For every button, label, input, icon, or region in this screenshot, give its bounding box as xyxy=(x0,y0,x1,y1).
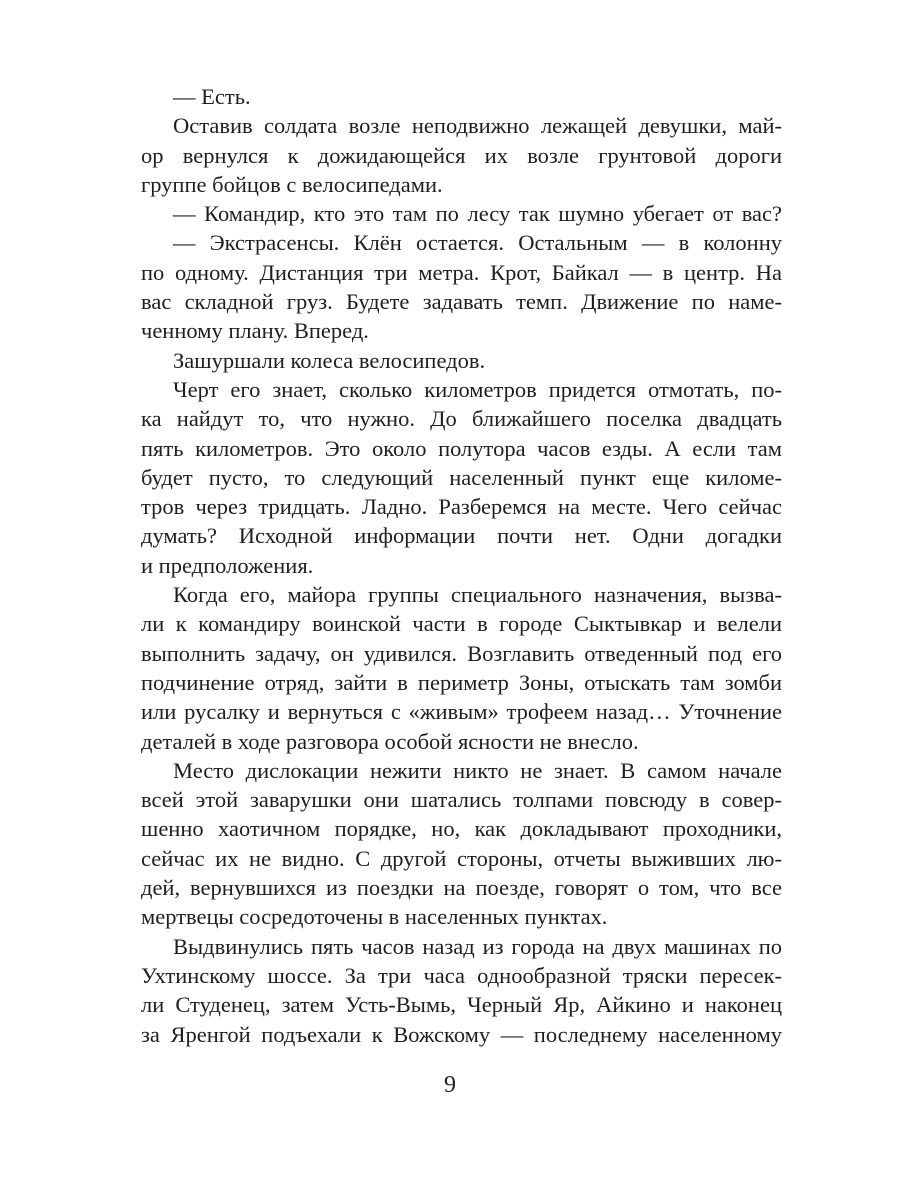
text-line: будет пусто, то следующий населенный пункт еще киломе- xyxy=(141,464,782,490)
text-line: — Командир, кто это там по лесу так шумно убегает от вас? xyxy=(173,201,782,227)
text-line: Когда его, майора группы специального назначения, вызва- xyxy=(173,582,782,608)
text-line: Оставив солдата возле неподвижно лежащей девушки, май- xyxy=(173,113,782,139)
text-line: ченному плану. Вперед. xyxy=(141,318,369,344)
text-line: — Есть. xyxy=(173,84,251,109)
text-line: Выдвинулись пять часов назад из города на двух машинах по xyxy=(173,933,782,959)
text-line: думать? Исходной информации почти нет. Одни догадки xyxy=(141,523,782,549)
text-line: подчинение отряд, зайти в периметр Зоны, отыскать там зомби xyxy=(141,669,782,695)
text-line: выполнить задачу, он удивился. Возглавить отведенный под его xyxy=(141,640,782,666)
text-line: и предположения. xyxy=(141,552,314,578)
text-line: за Яренгой подъехали к Вожскому — последнему населенному xyxy=(141,1021,782,1047)
text-line: ка найдут то, что нужно. До ближайшего поселка двадцать xyxy=(141,406,782,432)
text-line: или русалку и вернуться с «живым» трофеем назад… Уточнение xyxy=(141,699,782,725)
text-line: Ухтинскому шоссе. За три часа однообразной тряски пересек- xyxy=(141,962,782,988)
text-line: по одному. Дистанция три метра. Крот, Байкал — в центр. На xyxy=(141,259,782,285)
text-line: Зашуршали колеса велосипедов. xyxy=(173,347,486,373)
text-line: ли к командиру воинской части в городе Сыктывкар и велели xyxy=(141,611,782,637)
text-line: пять километров. Это около полутора часов езды. А если там xyxy=(141,435,782,461)
text-line: ор вернулся к дожидающейся их возле грунтовой дороги xyxy=(141,142,782,168)
text-line: тров через тридцать. Ладно. Разберемся на месте. Чего сейчас xyxy=(141,494,782,520)
text-line: всей этой заварушки они шатались толпами повсюду в совер- xyxy=(141,787,782,813)
text-line: — Экстрасенсы. Клён остается. Остальным — в колонну xyxy=(173,230,782,256)
text-line: деталей в ходе разговора особой ясности не внесло. xyxy=(141,728,639,754)
text-line: Место дислокации нежити никто не знает. В самом начале xyxy=(173,757,782,783)
text-line: вас складной груз. Будете задавать темп. Движение по наме- xyxy=(141,289,782,315)
text-line: сейчас их не видно. С другой стороны, отчеты выживших лю- xyxy=(141,845,782,871)
text-line: ли Студенец, затем Усть-Вымь, Черный Яр, Айкино и наконец xyxy=(141,992,782,1018)
text-line: мертвецы сосредоточены в населенных пунктах. xyxy=(141,904,608,930)
text-line: шенно хаотичном порядке, но, как докладывают проходники, xyxy=(141,816,782,842)
text-line: группе бойцов с велосипедами. xyxy=(141,171,443,197)
page-number: 9 xyxy=(444,1072,456,1098)
text-line: Черт его знает, сколько километров придется отмотать, по- xyxy=(173,376,782,402)
body-text xyxy=(141,82,782,1049)
text-line: дей, вернувшихся из поездки на поезде, говорят о том, что все xyxy=(141,875,782,901)
